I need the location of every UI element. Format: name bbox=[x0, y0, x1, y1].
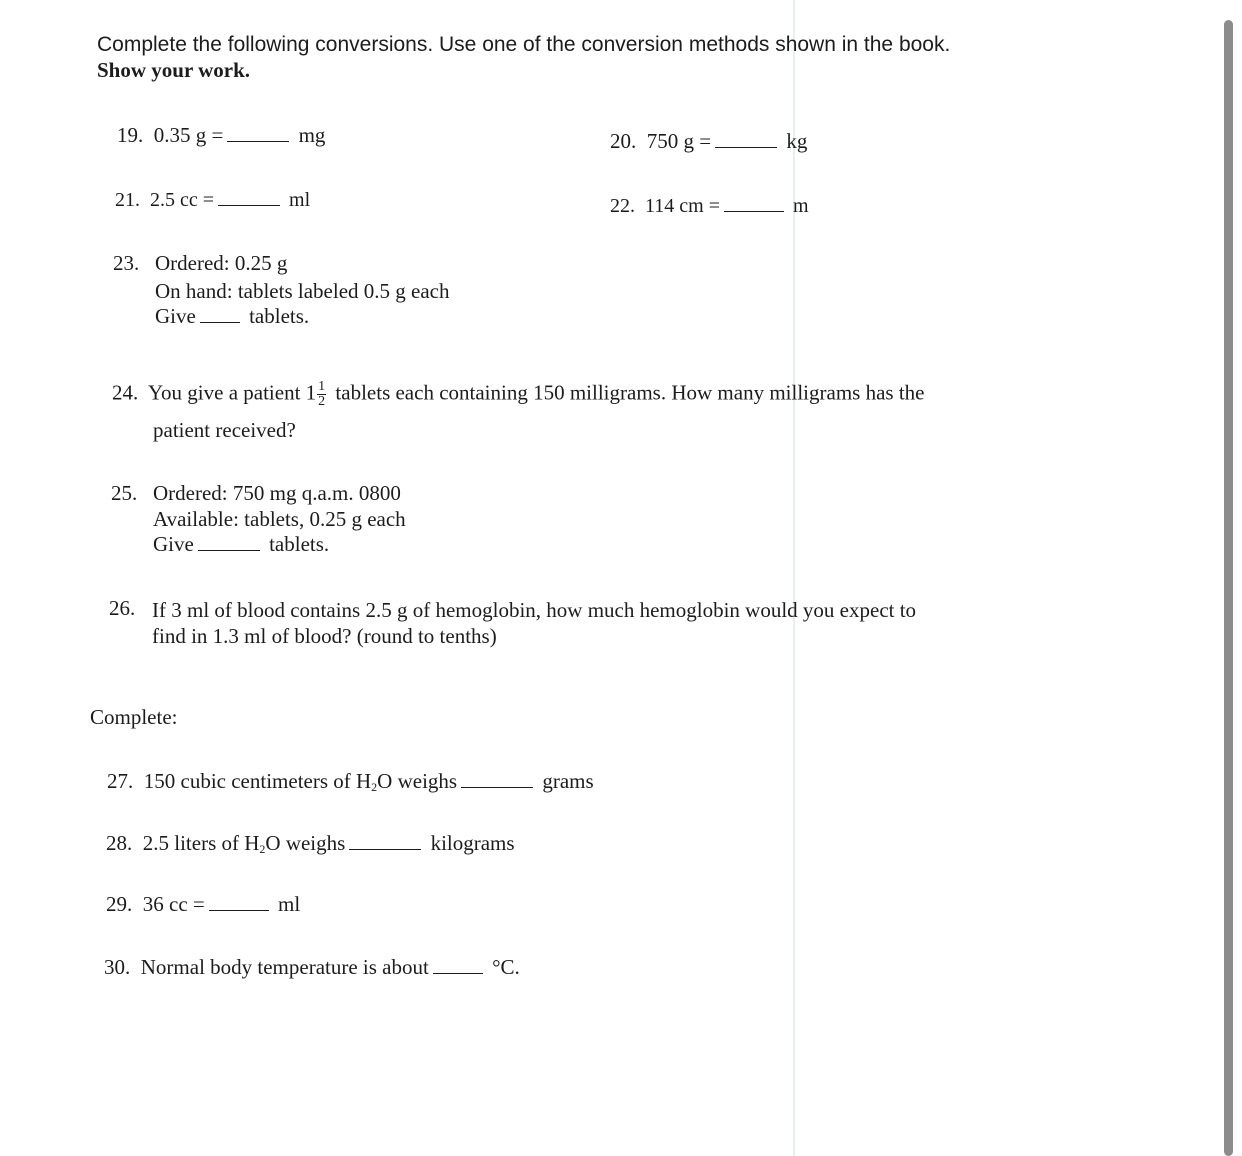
answer-blank[interactable] bbox=[209, 909, 269, 911]
question-unit: tablets. bbox=[269, 532, 330, 556]
question-text-pre: 2.5 liters of H bbox=[142, 831, 260, 855]
question-number: 24. bbox=[112, 380, 139, 405]
question-23-number: 23. bbox=[113, 251, 140, 275]
answer-blank[interactable] bbox=[349, 848, 421, 850]
question-text-pre: You give a patient 1 bbox=[147, 380, 317, 405]
subscript-2: 2 bbox=[259, 842, 266, 856]
question-26-line1: If 3 ml of blood contains 2.5 g of hemoglobin, how much hemoglobin would you expect to bbox=[152, 598, 917, 622]
question-23-line2: On hand: tablets labeled 0.5 g each bbox=[155, 279, 450, 303]
question-28 bbox=[106, 833, 515, 855]
question-expression: 750 g = bbox=[646, 129, 712, 153]
question-21 bbox=[115, 190, 310, 210]
question-unit: mg bbox=[298, 123, 326, 147]
question-number: 29. bbox=[106, 892, 133, 916]
question-number: 22. bbox=[610, 195, 635, 217]
question-number: 20. bbox=[610, 129, 637, 153]
question-expression: 2.5 cc = bbox=[150, 189, 215, 211]
question-number: 30. bbox=[104, 955, 131, 979]
answer-blank[interactable] bbox=[715, 146, 777, 148]
question-unit: °C. bbox=[492, 955, 520, 979]
question-29 bbox=[106, 894, 300, 915]
question-number: 27. bbox=[107, 769, 134, 793]
question-expression: 114 cm = bbox=[645, 195, 720, 217]
question-25-line3 bbox=[153, 534, 329, 555]
question-25-line2: Available: tablets, 0.25 g each bbox=[153, 507, 406, 531]
question-text-post: O weighs bbox=[377, 769, 458, 793]
question-24-line2: patient received? bbox=[153, 418, 296, 442]
answer-blank[interactable] bbox=[461, 786, 533, 788]
instructions-text: Complete the following conversions. Use one of the conversion methods shown in the book. bbox=[97, 33, 951, 56]
scrollbar-thumb[interactable] bbox=[1224, 20, 1233, 1156]
complete-heading: Complete: bbox=[90, 705, 178, 729]
question-unit: kg bbox=[786, 129, 808, 153]
question-unit: m bbox=[792, 195, 809, 217]
answer-blank[interactable] bbox=[227, 140, 289, 142]
answer-blank[interactable] bbox=[218, 204, 280, 206]
mixed-fraction: $\frac{1}{2}$ bbox=[318, 379, 326, 409]
question-25-line1: Ordered: 750 mg q.a.m. 0800 bbox=[153, 481, 401, 505]
question-unit: kilograms bbox=[430, 831, 515, 855]
question-23-line1: Ordered: 0.25 g bbox=[155, 251, 288, 275]
question-30 bbox=[104, 957, 520, 978]
give-label: Give bbox=[153, 532, 194, 556]
question-unit: tablets. bbox=[249, 304, 310, 328]
question-expression: 0.35 g = bbox=[153, 123, 224, 147]
question-27 bbox=[107, 771, 594, 793]
answer-blank[interactable] bbox=[724, 210, 784, 212]
answer-blank[interactable] bbox=[198, 549, 260, 551]
question-22 bbox=[610, 196, 809, 216]
question-unit: ml bbox=[289, 189, 311, 211]
give-label: Give bbox=[155, 304, 196, 328]
answer-blank[interactable] bbox=[200, 321, 240, 323]
question-expression: 36 cc = bbox=[142, 892, 205, 916]
question-unit: ml bbox=[278, 892, 301, 916]
question-25-number: 25. bbox=[111, 481, 138, 505]
question-expression: Normal body temperature is about bbox=[140, 955, 429, 979]
question-19 bbox=[117, 125, 325, 146]
question-text-post: tablets each containing 150 milligrams. How many milligrams has the bbox=[335, 380, 925, 405]
page-fold-line bbox=[793, 0, 795, 1156]
question-20 bbox=[610, 131, 807, 152]
question-26-line2: find in 1.3 ml of blood? (round to tenths) bbox=[152, 624, 497, 648]
question-number: 28. bbox=[106, 831, 133, 855]
question-text-pre: 150 cubic centimeters of H bbox=[143, 769, 372, 793]
answer-blank[interactable] bbox=[433, 972, 483, 974]
instructions-emphasis: Show your work. bbox=[97, 58, 251, 82]
question-26-number: 26. bbox=[109, 596, 136, 620]
question-unit: grams bbox=[542, 769, 594, 793]
question-number: 21. bbox=[115, 189, 140, 211]
subscript-2: 2 bbox=[371, 780, 378, 794]
question-text-post: O weighs bbox=[265, 831, 346, 855]
question-number: 19. bbox=[117, 123, 144, 147]
question-24-line1 bbox=[112, 380, 924, 409]
question-23-line3 bbox=[155, 306, 309, 327]
